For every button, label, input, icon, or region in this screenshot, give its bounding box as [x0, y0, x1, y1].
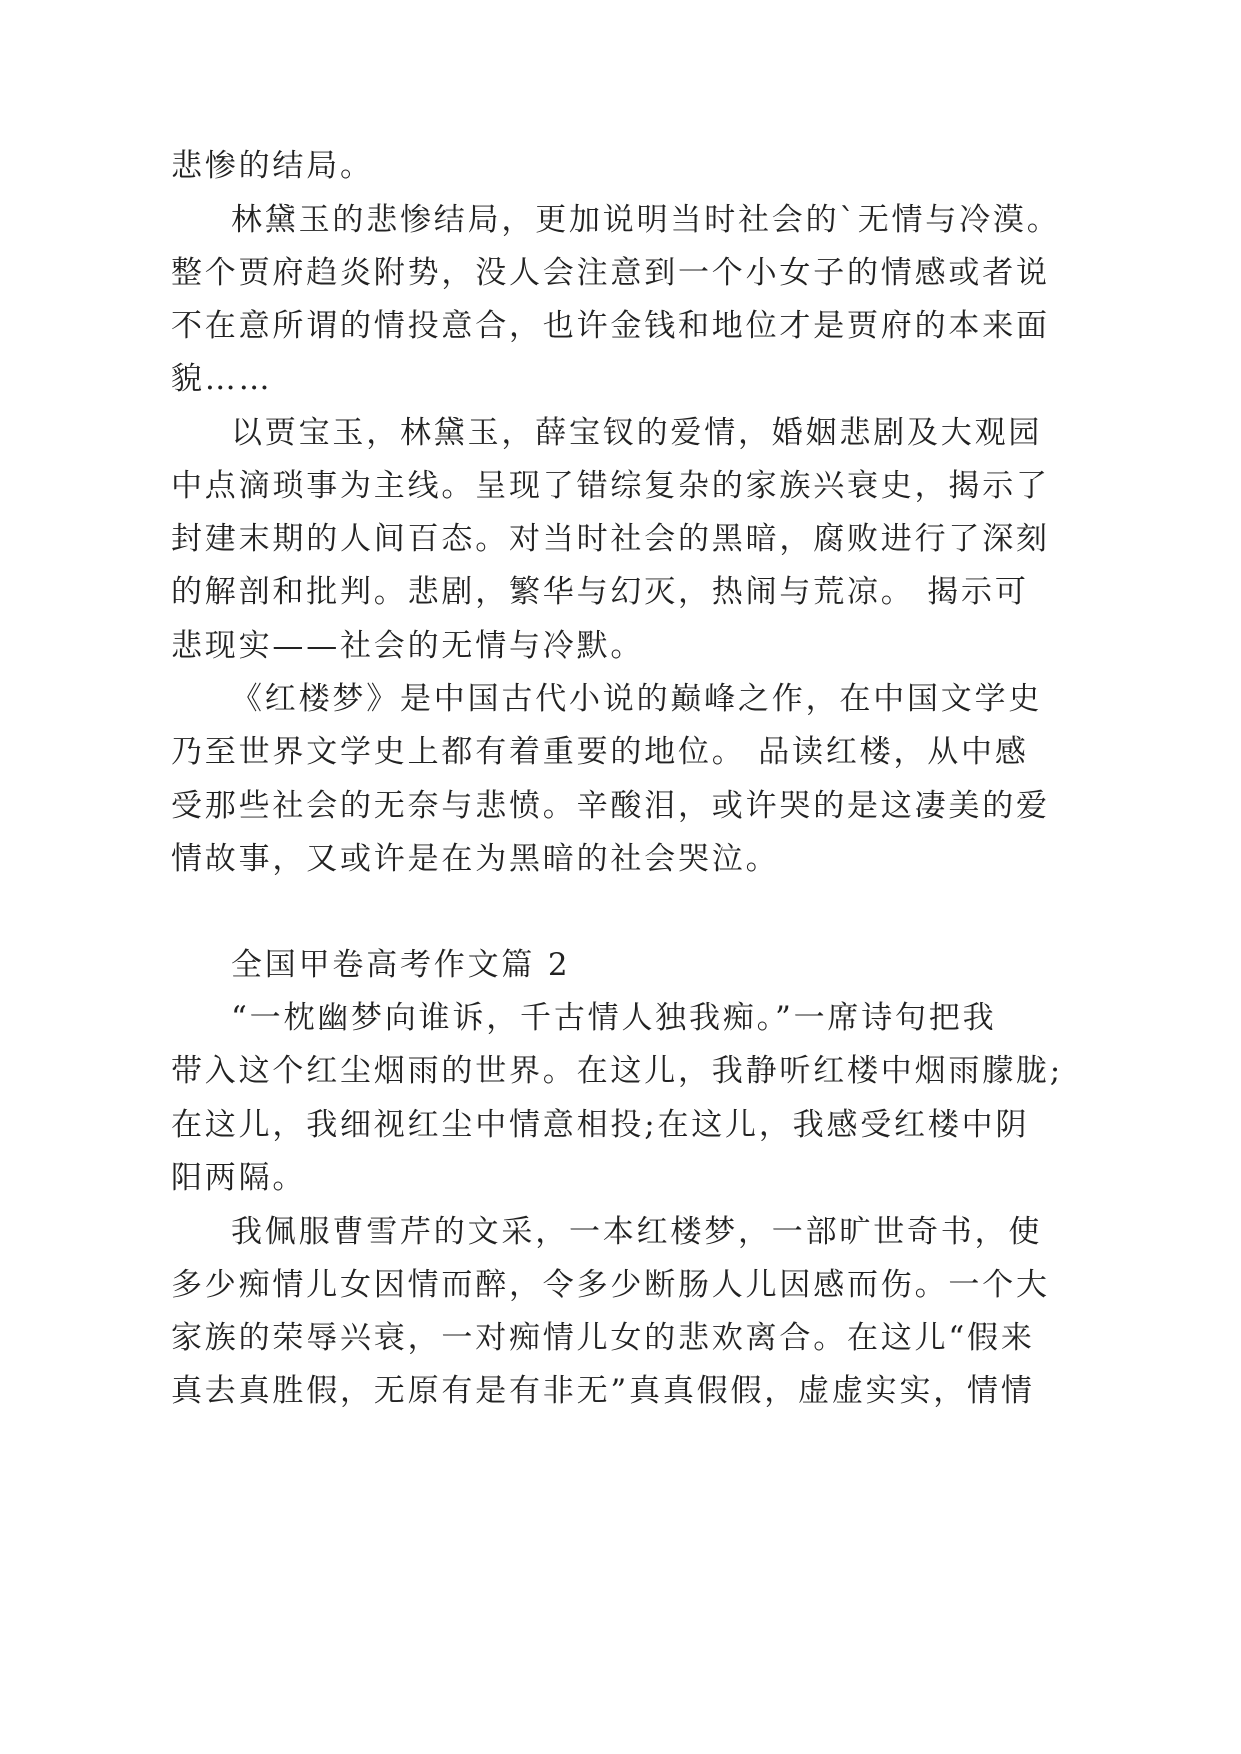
- text-line: 以贾宝玉，林黛玉，薛宝钗的爱情，婚姻悲剧及大观园: [231, 415, 1043, 451]
- text-line: 多少痴情儿女因情而醉，令多少断肠人儿因感而伤。一个大: [171, 1267, 1050, 1303]
- text-line: 的解剖和批判。悲剧，繁华与幻灭，热闹与荒凉。 揭示可: [171, 574, 1029, 610]
- text-line: 貌……: [171, 361, 273, 397]
- text-line: 中点滴琐事为主线。呈现了错综复杂的家族兴衰史，揭示了: [171, 468, 1050, 504]
- text-line: 不在意所谓的情投意合，也许金钱和地位才是贾府的本来面: [171, 308, 1050, 344]
- text-line: 阳两隔。: [171, 1160, 307, 1196]
- text-line: 乃至世界文学史上都有着重要的地位。 品读红楼，从中感: [171, 734, 1029, 770]
- text-line: 带入这个红尘烟雨的世界。在这儿，我静听红楼中烟雨朦胧;: [171, 1053, 1064, 1089]
- section-heading: 全国甲卷高考作文篇 2: [231, 947, 571, 983]
- text-line: “一枕幽梦向谁诉，千古情人独我痴。”一席诗句把我: [231, 1000, 997, 1036]
- text-line: 情故事，又或许是在为黑暗的社会哭泣。: [171, 841, 780, 877]
- text-line: 真去真胜假，无原有是有非无”真真假假，虚虚实实，情情: [171, 1373, 1035, 1409]
- text-line: 悲惨的结局。: [171, 148, 374, 184]
- text-line: 在这儿，我细视红尘中情意相投;在这儿，我感受红楼中阴: [171, 1107, 1030, 1143]
- text-line: 家族的荣辱兴衰，一对痴情儿女的悲欢离合。在这儿“假来: [171, 1320, 1035, 1356]
- text-line: 受那些社会的无奈与悲愤。辛酸泪，或许哭的是这凄美的爱: [171, 788, 1050, 824]
- text-line: 悲现实——社会的无情与冷默。: [171, 628, 645, 664]
- text-line: 整个贾府趋炎附势，没人会注意到一个小女子的情感或者说: [171, 255, 1050, 291]
- text-line: 《红楼梦》是中国古代小说的巅峰之作，在中国文学史: [231, 681, 1043, 717]
- text-line: 封建末期的人间百态。对当时社会的黑暗，腐败进行了深刻: [171, 521, 1050, 557]
- text-line: 我佩服曹雪芹的文采，一本红楼梦，一部旷世奇书，使: [231, 1214, 1043, 1250]
- text-line: 林黛玉的悲惨结局，更加说明当时社会的`无情与冷漠。: [231, 202, 1061, 238]
